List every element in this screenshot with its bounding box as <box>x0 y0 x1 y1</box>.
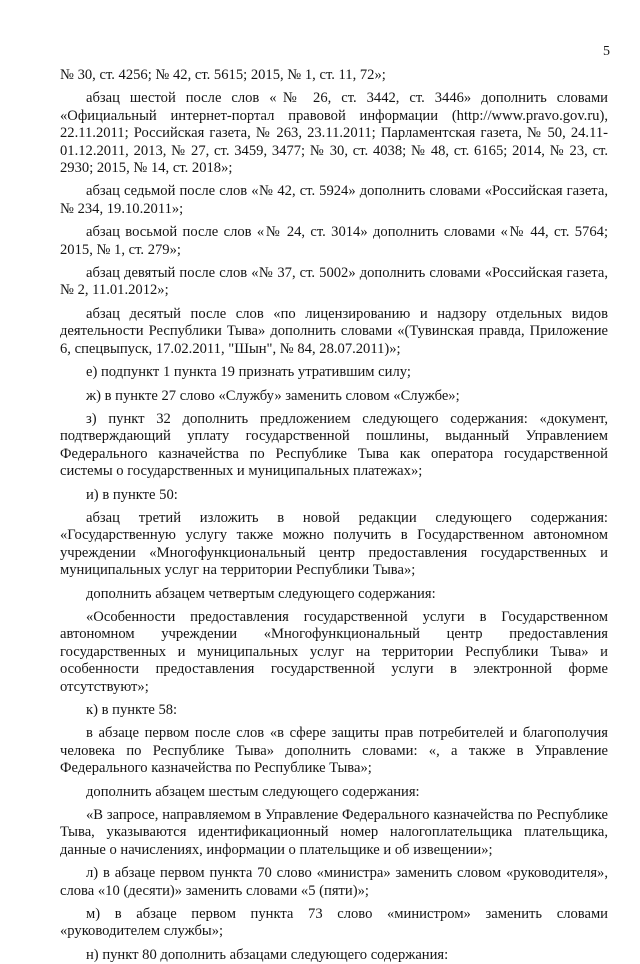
paragraph-9: з) пункт 32 дополнить предложением следующего содержания: «документ, подтверждающий уплату государственной пошлины, выданный Управлением Федерального казначейства по Республике Тыва как оператора государственной системы о государственных и муниципальных платежах»; <box>60 410 608 480</box>
document-body <box>60 67 608 964</box>
paragraph-3: абзац седьмой после слов «№ 42, ст. 5924» дополнить словами «Российская газета, № 234, 19.10.2011»; <box>60 183 608 217</box>
paragraph-7: е) подпункт 1 пункта 19 признать утратившим силу; <box>86 364 411 381</box>
paragraph-5: абзац девятый после слов «№ 37, ст. 5002» дополнить словами «Российская газета, № 2, 11.01.2012»; <box>60 265 608 299</box>
paragraph-8: ж) в пункте 27 слово «Службу» заменить словом «Службе»; <box>86 387 460 404</box>
paragraph-20: н) пункт 80 дополнить абзацами следующего содержания: <box>86 946 449 963</box>
paragraph-2: абзац шестой после слов «№ 26, ст. 3442, ст. 3446» дополнить словами «Официальный интернет-портал правовой информации (http://www.pravo.gov.ru), 22.11.2011; Российская газета, № 263, 23.11.2011; Парламентская газета, № 50, 24.11-01.12.2011, 2013, № 27, ст. 3459, 3477; № 30, ст. 4038; № 48, ст. 6165; 2014, № 23, ст. 2930; 2015, № 14, ст. 2018»; <box>60 90 608 177</box>
paragraph-13: «Особенности предоставления государственной услуги в Государственном автономном учреждении «Многофункциональный центр предоставления государственных и муниципальных услуг на территории Республики Тыва» и особенности предоставления государственной услуги в электронной форме отсутствуют»; <box>60 608 608 695</box>
paragraph-1: № 30, ст. 4256; № 42, ст. 5615; 2015, № 1, ст. 11, 72»; <box>60 67 386 83</box>
paragraph-11: абзац третий изложить в новой редакции следующего содержания: «Государственную услугу также можно получить в Государственном автономном учреждении «Многофункциональный центр предоставления государственных и муниципальных услуг на территории Республики Тыва»; <box>60 509 608 579</box>
paragraph-16: дополнить абзацем шестым следующего содержания: <box>86 783 420 800</box>
paragraph-12: дополнить абзацем четвертым следующего содержания: <box>86 585 436 602</box>
page-number: 5 <box>603 44 610 59</box>
paragraph-6: абзац десятый после слов «по лицензированию и надзору отдельных видов деятельности Республики Тыва» дополнить словами «(Тувинская правда, Приложение 6, спецвыпуск, 17.02.2011, "Шын", № 84, 28.07.2011)»; <box>60 305 608 357</box>
paragraph-15: в абзаце первом после слов «в сфере защиты прав потребителей и благополучия человека по Республике Тыва» дополнить словами: «, а также в Управление Федерального казначейства по Республике Тыва»; <box>60 725 608 777</box>
paragraph-4: абзац восьмой после слов «№ 24, ст. 3014» дополнить словами «№ 44, ст. 5764; 2015, № 1, ст. 279»; <box>60 224 608 258</box>
paragraph-18: л) в абзаце первом пункта 70 слово «министра» заменить словом «руководителя», слова «10 (десяти)» заменить словами «5 (пяти)»; <box>60 865 608 899</box>
paragraph-14: к) в пункте 58: <box>86 702 178 718</box>
paragraph-10: и) в пункте 50: <box>86 486 178 503</box>
paragraph-19: м) в абзаце первом пункта 73 слово «министром» заменить словами «руководителем службы»; <box>60 906 608 940</box>
paragraph-17: «В запросе, направляемом в Управление Федерального казначейства по Республике Тыва, указываются идентификационный номер налогоплательщика плательщика, данные о начислениях, информации о плательщике и об извещении»; <box>60 807 608 858</box>
